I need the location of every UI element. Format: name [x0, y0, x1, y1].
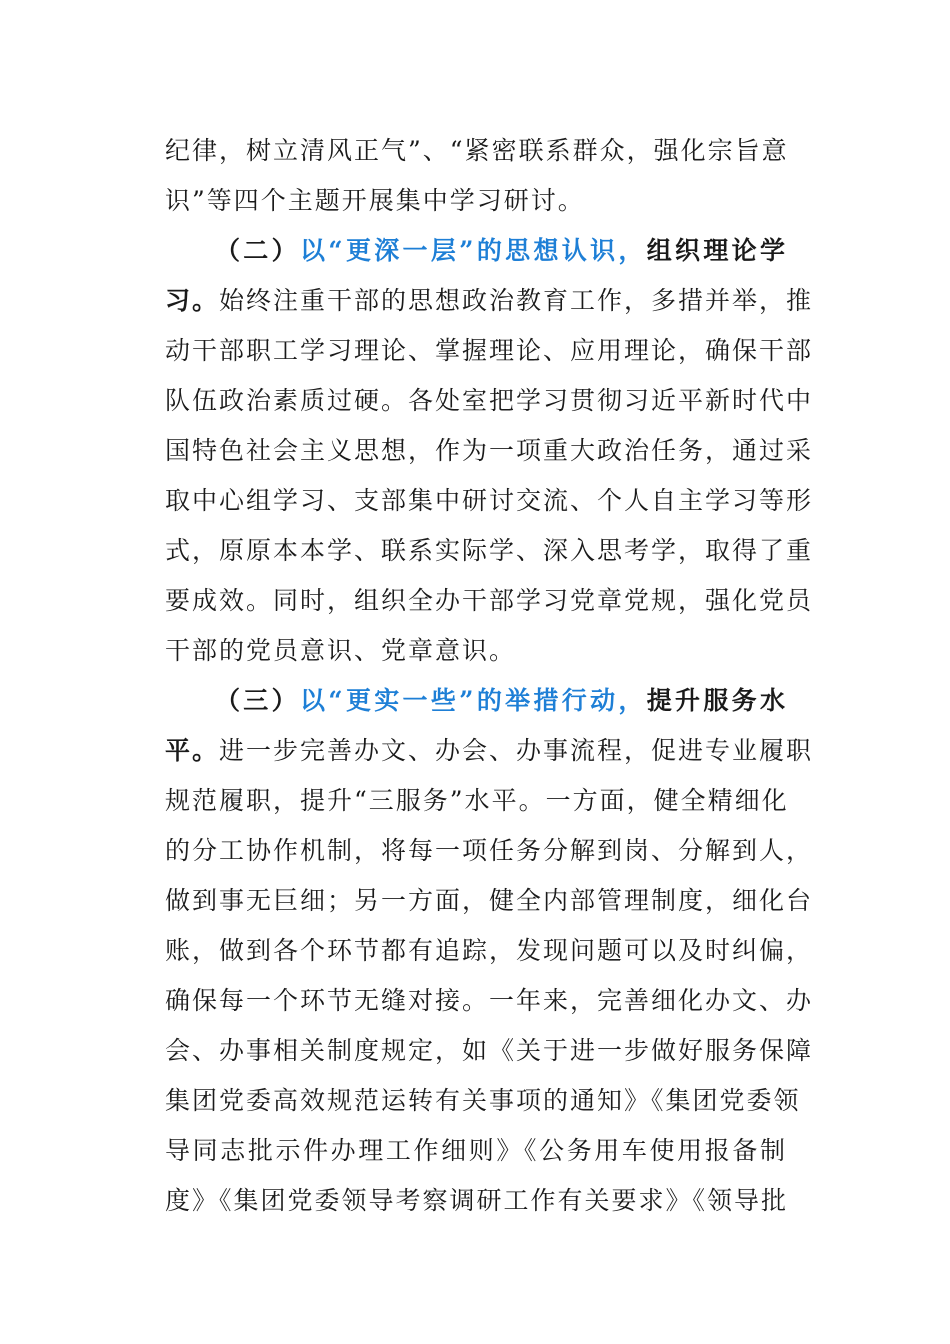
paragraph-line: 度》《集团党委领导考察调研工作有关要求》《领导批 — [165, 1186, 789, 1215]
paragraph-line: 队伍政治素质过硬。各处室把学习贯彻习近平新时代中 — [165, 386, 814, 415]
paragraph-line: 导同志批示件办理工作细则》《公务用车使用报备制 — [165, 1136, 787, 1165]
section-number: （三） — [215, 686, 300, 715]
paragraph-line: 规范履职，提升“三服务”水平。一方面，健全精细化 — [165, 786, 789, 815]
paragraph-line: 会、办事相关制度规定，如《关于进一步做好服务保障 — [165, 1036, 814, 1065]
paragraph-line — [165, 726, 814, 776]
section-heading-bold: 提升服务水 — [646, 686, 787, 715]
section-heading-bold: 组织理论学 — [646, 236, 787, 265]
paragraph-line: 干部的党员意识、党章意识。 — [165, 636, 517, 665]
paragraph-line: 动干部职工学习理论、掌握理论、应用理论，确保干部 — [165, 336, 814, 365]
section-heading-blue: 以“更实一些”的举措行动， — [299, 686, 647, 715]
section-heading-bold-tail: 平。 — [165, 736, 220, 765]
paragraph-text: 进一步完善办文、办会、办事流程，促进专业履职 — [219, 736, 814, 765]
paragraph-text: 始终注重干部的思想政治教育工作，多措并举，推 — [219, 286, 814, 315]
paragraph-line — [165, 276, 814, 326]
paragraph-line: 要成效。同时，组织全办干部学习党章党规，强化党员 — [165, 586, 814, 615]
section-heading-blue: 以“更深一层”的思想认识， — [299, 236, 647, 265]
paragraph-line: 纪律，树立清风正气”、“紧密联系群众，强化宗旨意 — [165, 136, 789, 165]
paragraph-line: 取中心组学习、支部集中研讨交流、个人自主学习等形 — [165, 486, 814, 515]
paragraph-line: 做到事无巨细；另一方面，健全内部管理制度，细化台 — [165, 886, 814, 915]
paragraph-line: 确保每一个环节无缝对接。一年来，完善细化办文、办 — [165, 986, 814, 1015]
section-heading-bold-tail: 习。 — [165, 286, 220, 315]
paragraph-line: 国特色社会主义思想，作为一项重大政治任务，通过采 — [165, 436, 814, 465]
section-number: （二） — [215, 236, 300, 265]
paragraph-line: 的分工协作机制，将每一项任务分解到岗、分解到人， — [165, 836, 814, 865]
document-page — [165, 126, 814, 1226]
section-heading-3 — [165, 676, 787, 726]
paragraph-line: 集团党委高效规范运转有关事项的通知》《集团党委领 — [165, 1086, 801, 1115]
paragraph-line: 账，做到各个环节都有追踪，发现问题可以及时纠偏， — [165, 936, 814, 965]
section-heading-2 — [165, 226, 787, 276]
paragraph-line: 式，原原本本学、联系实际学、深入思考学，取得了重 — [165, 536, 814, 565]
paragraph-line: 识”等四个主题开展集中学习研讨。 — [165, 186, 585, 215]
